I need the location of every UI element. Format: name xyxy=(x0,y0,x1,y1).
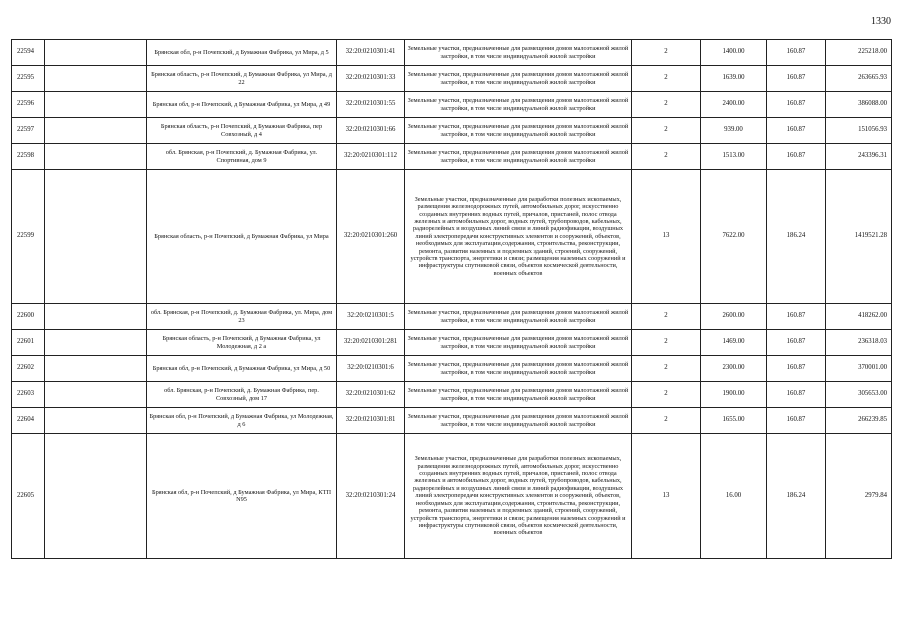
group-cell: 2 xyxy=(632,66,701,92)
specific-value-cell: 160.87 xyxy=(767,356,826,382)
cadastral-number-cell: 32:20:0210301:81 xyxy=(337,408,405,434)
land-use-cell: Земельные участки, предназначенные для размещения домов малоэтажной жилой застройки, в том числе индивидуальной жилой застройки xyxy=(405,118,632,144)
row-number: 22602 xyxy=(12,356,45,382)
land-use-cell: Земельные участки, предназначенные для размещения домов малоэтажной жилой застройки, в том числе индивидуальной жилой застройки xyxy=(405,408,632,434)
address-cell: Брянская область, р-н Почепский, д Бумажная Фабрика, ул Молодежная, д 2 а xyxy=(147,330,337,356)
group-cell: 2 xyxy=(632,382,701,408)
cadastral-value-cell: 418262.00 xyxy=(826,304,892,330)
specific-value-cell: 186.24 xyxy=(767,434,826,559)
cadastral-value-cell: 305653.00 xyxy=(826,382,892,408)
group-cell: 13 xyxy=(632,434,701,559)
address-cell: обл. Брянская, р-н Почепский, д. Бумажная Фабрика, пер. Совхозный, дом 17 xyxy=(147,382,337,408)
address-cell: Брянская область, р-н Почепский, д Бумажная Фабрика, ул Мира, д 22 xyxy=(147,66,337,92)
empty-cell xyxy=(45,408,147,434)
land-use-cell: Земельные участки, предназначенные для размещения домов малоэтажной жилой застройки, в том числе индивидуальной жилой застройки xyxy=(405,330,632,356)
group-cell: 2 xyxy=(632,408,701,434)
table-row xyxy=(12,170,892,304)
land-use-cell: Земельные участки, предназначенные для размещения домов малоэтажной жилой застройки, в том числе индивидуальной жилой застройки xyxy=(405,382,632,408)
table-row xyxy=(12,92,892,118)
area-cell: 939.00 xyxy=(701,118,767,144)
empty-cell xyxy=(45,330,147,356)
table-row xyxy=(12,304,892,330)
land-use-cell: Земельные участки, предназначенные для размещения домов малоэтажной жилой застройки, в том числе индивидуальной жилой застройки xyxy=(405,40,632,66)
cadastral-value-cell: 263665.93 xyxy=(826,66,892,92)
row-number: 22599 xyxy=(12,170,45,304)
cadastral-number-cell: 32:20:0210301:260 xyxy=(337,170,405,304)
table-row xyxy=(12,144,892,170)
page-number: 1330 xyxy=(871,16,891,27)
empty-cell xyxy=(45,92,147,118)
address-cell: Брянская обл, р-н Почепский, д Бумажная Фабрика, ул Молодежная, д 6 xyxy=(147,408,337,434)
table-row xyxy=(12,408,892,434)
empty-cell xyxy=(45,144,147,170)
area-cell: 2400.00 xyxy=(701,92,767,118)
land-use-cell: Земельные участки, предназначенные для размещения домов малоэтажной жилой застройки, в том числе индивидуальной жилой застройки xyxy=(405,92,632,118)
group-cell: 2 xyxy=(632,92,701,118)
cadastral-number-cell: 32:20:0210301:5 xyxy=(337,304,405,330)
area-cell: 2600.00 xyxy=(701,304,767,330)
empty-cell xyxy=(45,66,147,92)
specific-value-cell: 160.87 xyxy=(767,382,826,408)
group-cell: 2 xyxy=(632,40,701,66)
cadastral-value-cell: 2979.84 xyxy=(826,434,892,559)
address-cell: обл. Брянская, р-н Почепский, д. Бумажная Фабрика, ул. Мира, дом 23 xyxy=(147,304,337,330)
land-use-cell: Земельные участки, предназначенные для разработки полезных ископаемых, размещения железнодорожных путей, автомобильных дорог, искусственно созданных внутренних водных путей, причалов, пристаней, полос отвода железных и автомобильных дорог, водных путей, трубопроводов, кабельных, радиорелейных и воздушных линий связи и линий радиофикации, воздушных линий электропередачи конструктивных элементов и сооружений, объектов, необходимых для эксплуатации,содержания, строительства, реконструкции, ремонта, развития наземных и подземных зданий, строений, сооружений, устройств транспорта, энергетики и связи; размещения наземных сооружений и инфраструктуры спутниковой связи, объектов космической деятельности, военных объектов xyxy=(405,434,632,559)
area-cell: 1900.00 xyxy=(701,382,767,408)
table-row xyxy=(12,330,892,356)
row-number: 22594 xyxy=(12,40,45,66)
land-use-cell: Земельные участки, предназначенные для размещения домов малоэтажной жилой застройки, в том числе индивидуальной жилой застройки xyxy=(405,304,632,330)
cadastral-value-table xyxy=(11,39,892,559)
cadastral-number-cell: 32:20:0210301:281 xyxy=(337,330,405,356)
table-row xyxy=(12,382,892,408)
row-number: 22603 xyxy=(12,382,45,408)
empty-cell xyxy=(45,382,147,408)
empty-cell xyxy=(45,356,147,382)
row-number: 22596 xyxy=(12,92,45,118)
row-number: 22597 xyxy=(12,118,45,144)
row-number: 22595 xyxy=(12,66,45,92)
row-number: 22601 xyxy=(12,330,45,356)
area-cell: 1513.00 xyxy=(701,144,767,170)
specific-value-cell: 160.87 xyxy=(767,92,826,118)
cadastral-number-cell: 32:20:0210301:33 xyxy=(337,66,405,92)
area-cell: 7622.00 xyxy=(701,170,767,304)
address-cell: Брянская обл, р-н Почепский, д Бумажная Фабрика, ул Мира, д 5 xyxy=(147,40,337,66)
cadastral-number-cell: 32:20:0210301:66 xyxy=(337,118,405,144)
area-cell: 1400.00 xyxy=(701,40,767,66)
table-row xyxy=(12,66,892,92)
group-cell: 2 xyxy=(632,304,701,330)
empty-cell xyxy=(45,40,147,66)
table-row xyxy=(12,434,892,559)
area-cell: 1469.00 xyxy=(701,330,767,356)
cadastral-value-cell: 1419521.28 xyxy=(826,170,892,304)
cadastral-number-cell: 32:20:0210301:62 xyxy=(337,382,405,408)
specific-value-cell: 160.87 xyxy=(767,330,826,356)
area-cell: 1655.00 xyxy=(701,408,767,434)
address-cell: Брянская область, р-н Почепский, д Бумажная Фабрика, пер Совхозный, д 4 xyxy=(147,118,337,144)
row-number: 22598 xyxy=(12,144,45,170)
cadastral-number-cell: 32:20:0210301:112 xyxy=(337,144,405,170)
cadastral-number-cell: 32:20:0210301:55 xyxy=(337,92,405,118)
row-number: 22600 xyxy=(12,304,45,330)
table-row xyxy=(12,40,892,66)
area-cell: 16.00 xyxy=(701,434,767,559)
address-cell: обл. Брянская, р-н Почепский, д. Бумажная Фабрика, ул. Спортивная, дом 9 xyxy=(147,144,337,170)
table-row xyxy=(12,118,892,144)
cadastral-value-cell: 225218.00 xyxy=(826,40,892,66)
cadastral-number-cell: 32:20:0210301:41 xyxy=(337,40,405,66)
cadastral-number-cell: 32:20:0210301:24 xyxy=(337,434,405,559)
specific-value-cell: 160.87 xyxy=(767,118,826,144)
cadastral-number-cell: 32:20:0210301:6 xyxy=(337,356,405,382)
land-use-cell: Земельные участки, предназначенные для размещения домов малоэтажной жилой застройки, в том числе индивидуальной жилой застройки xyxy=(405,144,632,170)
group-cell: 2 xyxy=(632,118,701,144)
table-row xyxy=(12,356,892,382)
group-cell: 2 xyxy=(632,356,701,382)
address-cell: Брянская область, р-н Почепский, д Бумажная Фабрика, ул Мира xyxy=(147,170,337,304)
specific-value-cell: 160.87 xyxy=(767,304,826,330)
row-number: 22605 xyxy=(12,434,45,559)
group-cell: 2 xyxy=(632,330,701,356)
cadastral-value-cell: 236318.03 xyxy=(826,330,892,356)
cadastral-value-cell: 243396.31 xyxy=(826,144,892,170)
specific-value-cell: 160.87 xyxy=(767,408,826,434)
address-cell: Брянская обл, р-н Почепский, д Бумажная Фабрика, ул Мира, КТП N95 xyxy=(147,434,337,559)
specific-value-cell: 160.87 xyxy=(767,40,826,66)
empty-cell xyxy=(45,170,147,304)
address-cell: Брянская обл, р-н Почепский, д Бумажная Фабрика, ул Мира, д 49 xyxy=(147,92,337,118)
address-cell: Брянская обл, р-н Почепский, д Бумажная Фабрика, ул Мира, д 50 xyxy=(147,356,337,382)
specific-value-cell: 160.87 xyxy=(767,66,826,92)
land-use-cell: Земельные участки, предназначенные для разработки полезных ископаемых, размещения железнодорожных путей, автомобильных дорог, искусственно созданных внутренних водных путей, причалов, пристаней, полос отвода железных и автомобильных дорог, водных путей, трубопроводов, кабельных, радиорелейных и воздушных линий связи и линий радиофикации, воздушных линий электропередачи конструктивных элементов и сооружений, объектов, необходимых для эксплуатации,содержания, строительства, реконструкции, ремонта, развития наземных и подземных зданий, строений, сооружений, устройств транспорта, энергетики и связи; размещения наземных сооружений и инфраструктуры спутниковой связи, объектов космической деятельности, военных объектов xyxy=(405,170,632,304)
cadastral-value-cell: 370001.00 xyxy=(826,356,892,382)
empty-cell xyxy=(45,434,147,559)
empty-cell xyxy=(45,304,147,330)
area-cell: 1639.00 xyxy=(701,66,767,92)
group-cell: 2 xyxy=(632,144,701,170)
row-number: 22604 xyxy=(12,408,45,434)
area-cell: 2300.00 xyxy=(701,356,767,382)
specific-value-cell: 186.24 xyxy=(767,170,826,304)
cadastral-value-cell: 151056.93 xyxy=(826,118,892,144)
cadastral-value-cell: 386088.00 xyxy=(826,92,892,118)
group-cell: 13 xyxy=(632,170,701,304)
land-use-cell: Земельные участки, предназначенные для размещения домов малоэтажной жилой застройки, в том числе индивидуальной жилой застройки xyxy=(405,66,632,92)
land-use-cell: Земельные участки, предназначенные для размещения домов малоэтажной жилой застройки, в том числе индивидуальной жилой застройки xyxy=(405,356,632,382)
specific-value-cell: 160.87 xyxy=(767,144,826,170)
cadastral-value-cell: 266239.85 xyxy=(826,408,892,434)
empty-cell xyxy=(45,118,147,144)
